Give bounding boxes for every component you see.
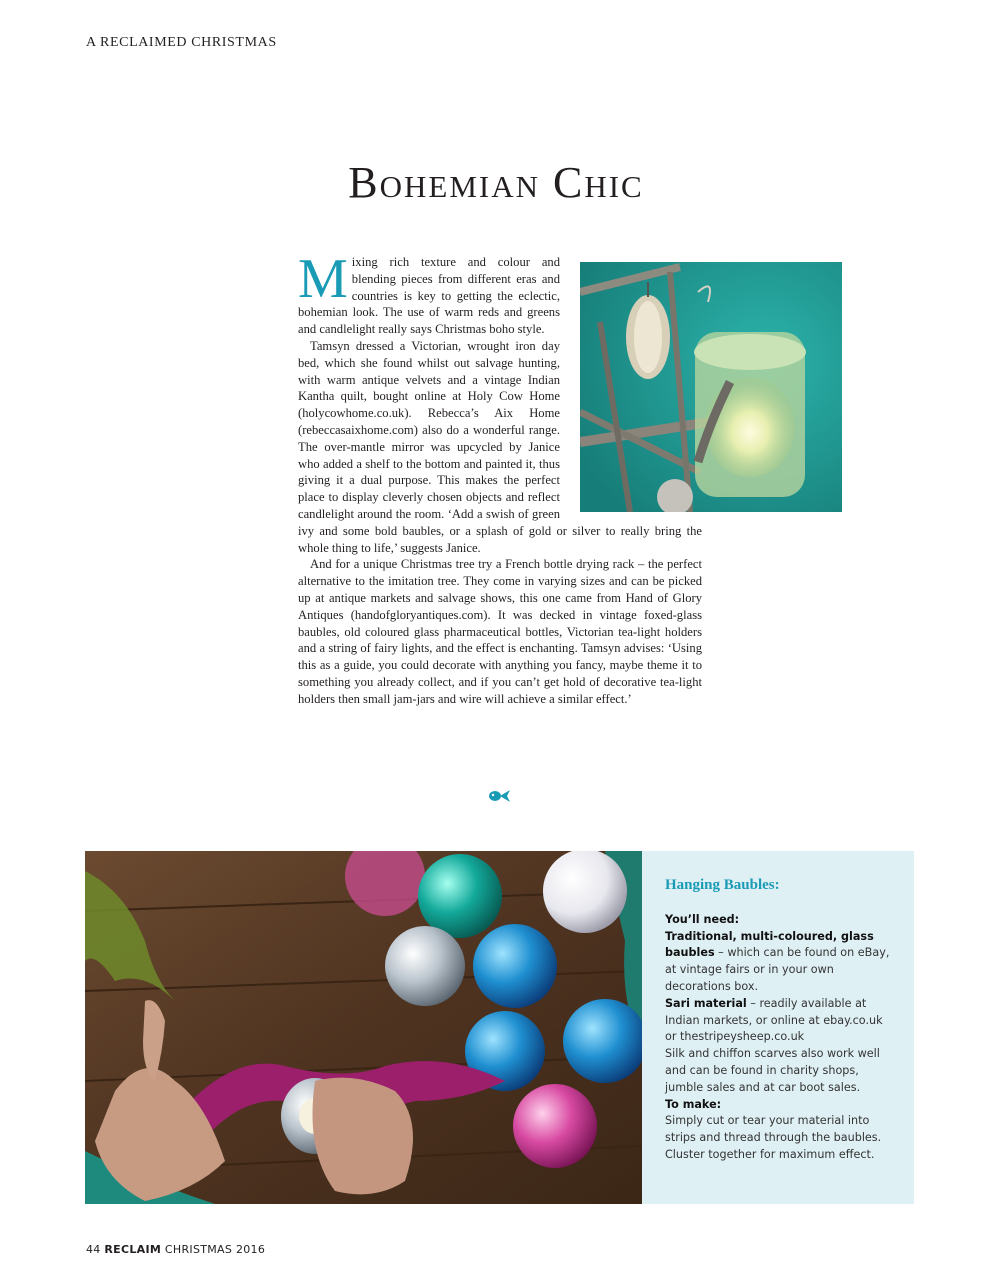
paragraph-1: ixing rich texture and colour and blending pieces from different eras and countries is key to getting the eclectic, bohemian look. The use of warm reds and greens and candlelight really says Christmas boho style. bbox=[298, 255, 560, 337]
instructions-text: Simply cut or tear your material into strips and thread through the baubles. Cluster together for maximum effect. bbox=[665, 1114, 882, 1161]
baubles-photo bbox=[85, 851, 642, 1204]
fish-ornament-icon bbox=[486, 786, 512, 806]
page-footer bbox=[86, 1243, 265, 1256]
item3-text: Silk and chiffon scarves also work well and can be found in charity shops, jumble sales and at car boot sales. bbox=[665, 1047, 880, 1094]
bottle-rack-photo bbox=[580, 262, 842, 512]
article-body bbox=[298, 248, 702, 774]
dropcap: M bbox=[298, 248, 348, 310]
sidebar-heading: Hanging Baubles: bbox=[665, 877, 780, 893]
section-label: A RECLAIMED CHRISTMAS bbox=[86, 35, 277, 50]
page-number: 44 bbox=[86, 1243, 101, 1256]
to-make-label: To make: bbox=[665, 1097, 722, 1111]
item1-text: – which can be found on eBay, at vintage fairs or in your own decorations box. bbox=[665, 946, 890, 993]
youll-need-label: You’ll need: bbox=[665, 912, 740, 926]
item1-bold: Traditional, multi-coloured, glass baubles bbox=[665, 929, 874, 960]
issue-label: CHRISTMAS 2016 bbox=[164, 1243, 266, 1256]
hanging-baubles-box bbox=[642, 851, 914, 1204]
magazine-name: RECLAIM bbox=[104, 1243, 162, 1256]
paragraph-3: And for a unique Christmas tree try a French bottle drying rack – the perfect alternative to the imitation tree. They come in varying sizes and can be picked up at antique markets and salvage shows, this one came from Hand of Glory Antiques (handofgloryantiques.com). It was decked in vintage foxed-glass baubles, old coloured glass pharmaceutical bottles, Victorian tea-light holders and a string of fairy lights, and the effect is enchanting. Tamsyn advises: ‘Using this as a guide, you could decorate with anything you fancy, maybe theme it to something you already collect, and if you can’t get hold of decorative tea-light holders then small jam-jars and wire will achieve a similar effect.’ bbox=[298, 557, 702, 706]
paragraph-2: Tamsyn dressed a Victorian, wrought iron day bed, which she found whilst out salvage hunting, with warm antique velvets and a vintage Indian Kantha quilt, bought online at Holy Cow Home (holycowhome.co.uk). Rebecca’s Aix Home (rebeccasaixhome.com) also do a wonderful range. The over-mantle mirror was upcycled by Janice who added a shelf to the bottom and painted it, thus giving it a dual purpose. This makes the perfect place to display cleverly chosen objects and reflect candlelight around the room. ‘Add a swish of green ivy and some bold baubles, or a splash of gold or silver to really bring the whole thing to life,’ suggests Janice. bbox=[298, 338, 702, 555]
item2-text: – readily available at Indian markets, or online at ebay.co.uk or thestripeysheep.co.uk bbox=[665, 996, 883, 1044]
article-title: Bohemian Chic bbox=[348, 158, 644, 207]
item2-bold: Sari material bbox=[665, 996, 747, 1010]
